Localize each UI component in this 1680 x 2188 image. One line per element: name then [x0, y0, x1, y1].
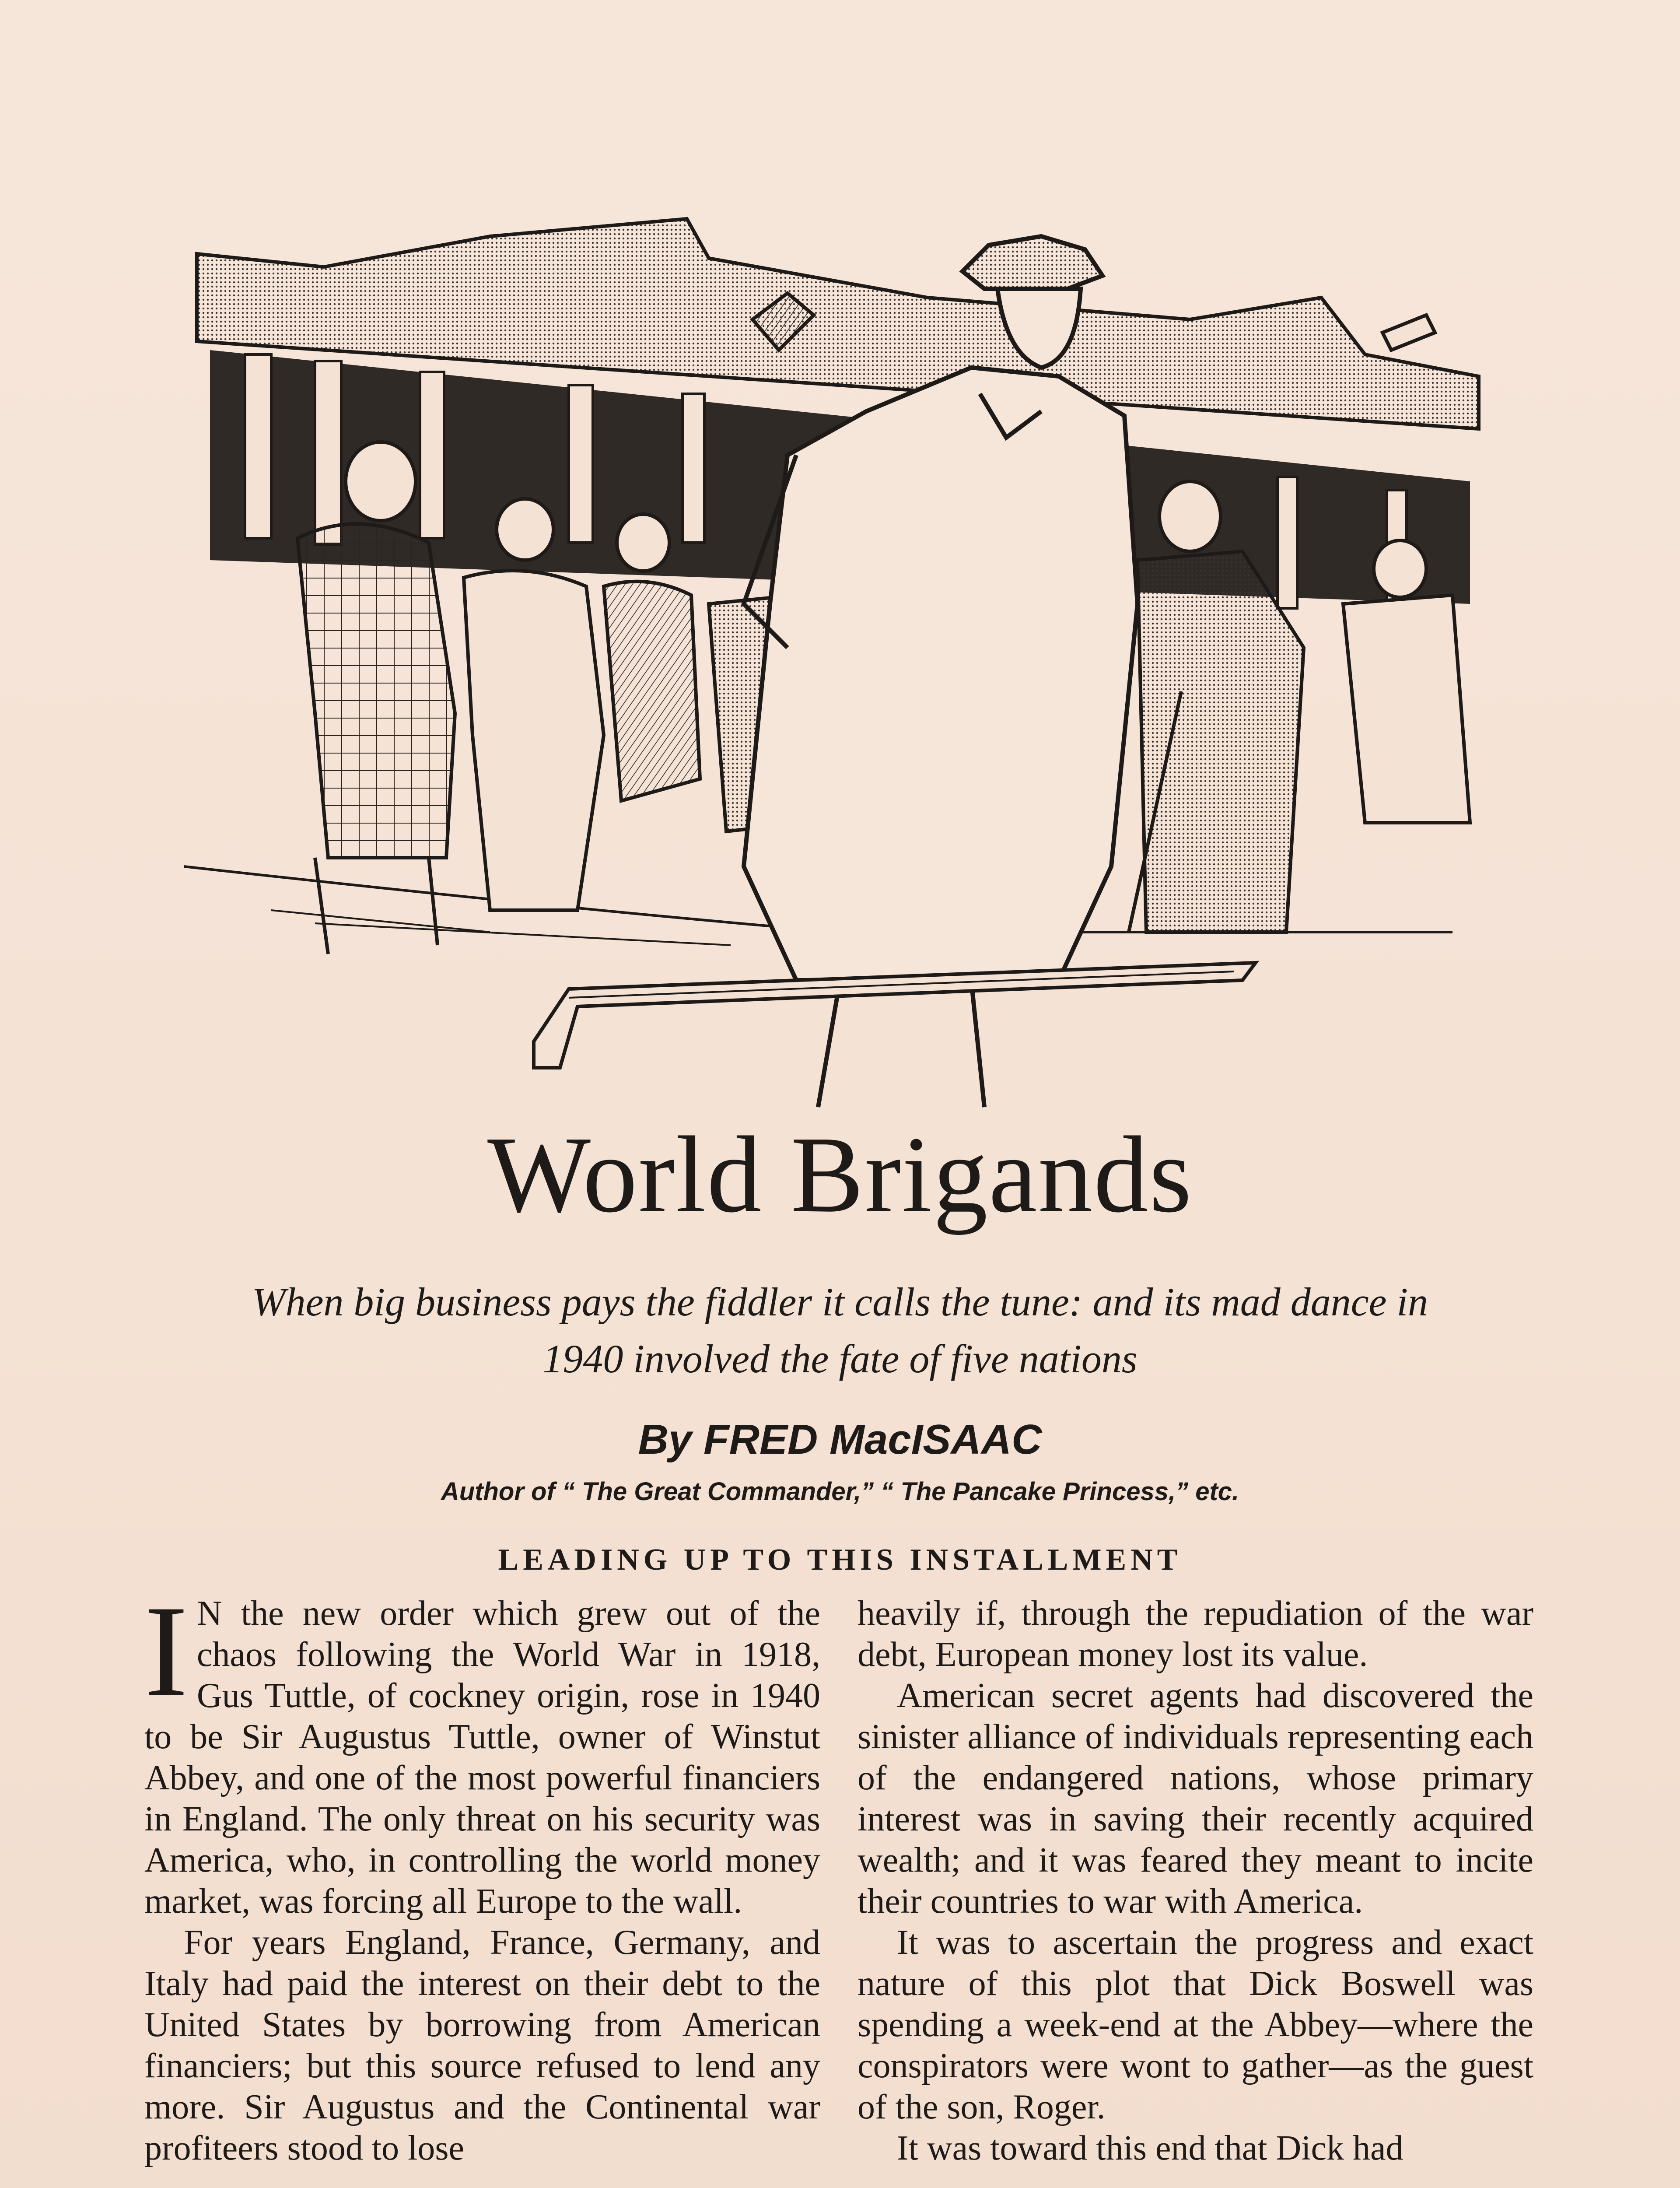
section-heading: LEADING UP TO THIS INSTALLMENT — [498, 1543, 1182, 1577]
paragraph: heavily if, through the repudiation of the war debt, European money lost its value. — [858, 1594, 1533, 1674]
paragraph: It was toward this end that Dick had — [897, 2129, 1404, 2167]
text-column-left — [144, 1578, 820, 2169]
text-column-right — [858, 1593, 1533, 2169]
paragraph: For years England, France, Germany, and Italy had paid the interest on their debt to the United States by borrowing from American financiers; but this source refused to lend any more. Sir Augustus and the Continental war profiteers stood to lose — [144, 1923, 820, 2167]
drop-cap: I — [144, 1578, 188, 1724]
paragraph: It was to ascertain the progress and exact nature of this plot that Dick Boswell was spending a week-end at the Abbey—where the conspirators were wont to gather—as the guest of the son, Roger. — [858, 1923, 1533, 2126]
author-credits: Author of “ The Great Commander,” “ The Pancake Princess,” etc. — [441, 1477, 1239, 1506]
article-byline: By FRED MacISAAC — [638, 1416, 1042, 1463]
article-title: World Brigands — [487, 1114, 1193, 1235]
story-illustration — [184, 210, 1496, 1120]
paragraph: I N the new order which grew out of the chaos following the World War in 1918, Gus Tuttle, of cockney origin, rose in 1940 to be Sir Augustus Tuttle, owner of Winstut Abbey, and one of the most powerful financiers in England. The only threat on his security was America, who, in controlling the world money market, was forcing all Europe to the wall. — [144, 1578, 820, 1921]
article-subtitle: When big business pays the fiddler it calls the tune: and its mad dance in 1940 involved the fate of five nations — [252, 1280, 1428, 1381]
paragraph: American secret agents had discovered the sinister alliance of individuals representing each of the endangered nations, whose primary interest was in saving their recently acquired wealth; and it was feared they meant to incite their countries to war with America. — [858, 1676, 1533, 1921]
